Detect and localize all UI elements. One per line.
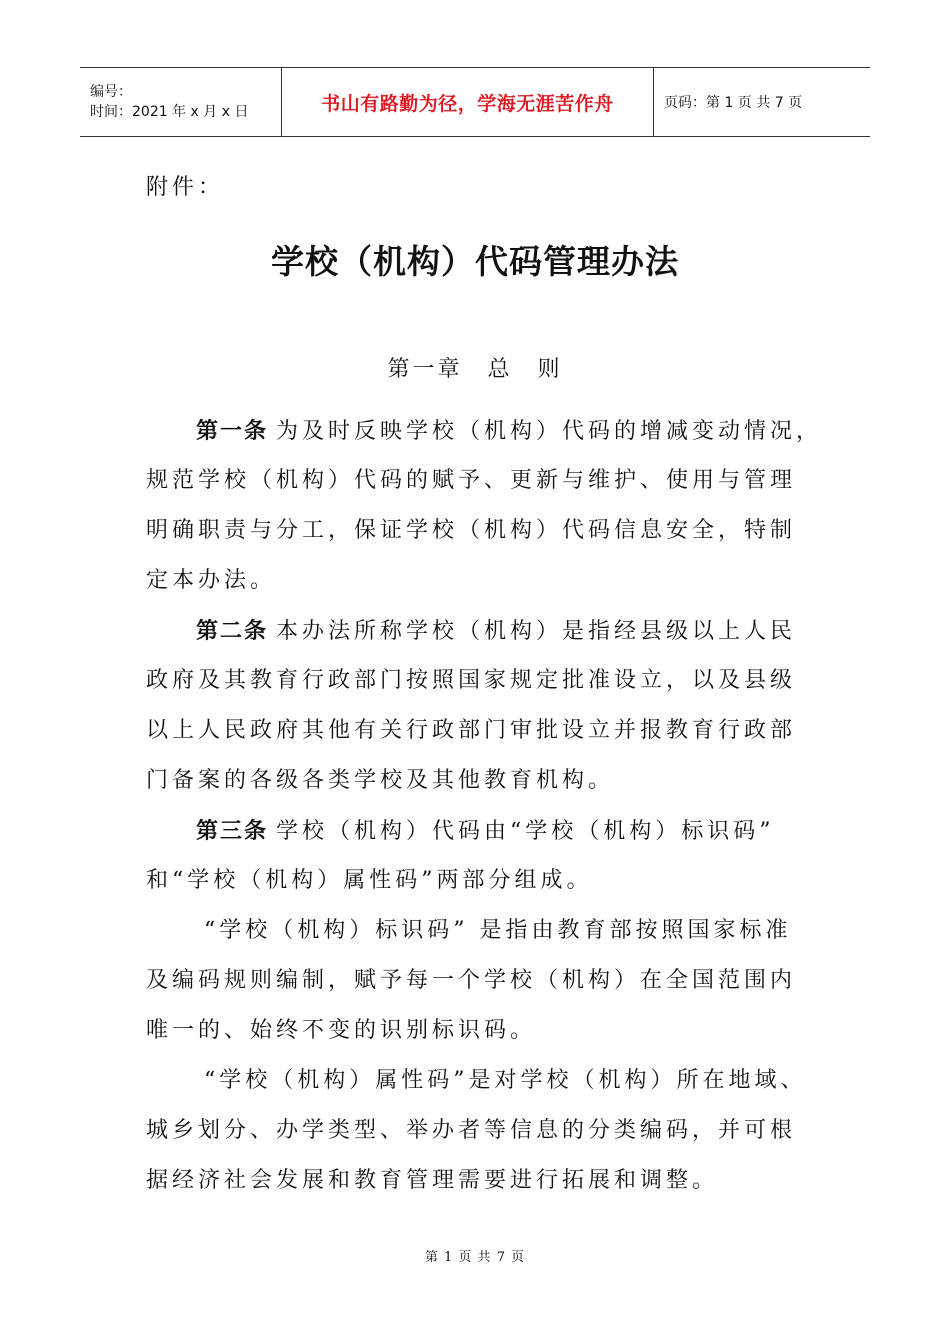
article-1-line: 第一条 为及时反映学校（机构）代码的增减变动情况，: [196, 418, 823, 444]
page-footer: 第 1 页 共 7 页: [424, 1250, 526, 1265]
paragraph-attribute-code: 城乡划分、办学类型、举办者等信息的分类编码，并可根: [146, 1118, 797, 1143]
article-3-line: 第三条 学校（机构）代码由“学校（机构）标识码”: [196, 818, 775, 844]
article-3-line: 和“学校（机构）属性码”两部分组成。: [146, 868, 593, 893]
article-2-line: 政府及其教育行政部门按照国家规定批准设立，以及县级: [146, 668, 797, 693]
header-motto-cell: [282, 68, 654, 136]
attachment-label: 附件：: [146, 175, 225, 200]
paragraph-identifier-code: 及编码规则编制，赋予每一个学校（机构）在全国范围内: [146, 968, 797, 993]
article-2-line: 以上人民政府其他有关行政部门审批设立并报教育行政部: [146, 718, 797, 743]
article-2-line: 门备案的各级各类学校及其他教育机构。: [146, 768, 615, 793]
header-date: 时间：2021 年 x 月 x 日: [90, 104, 249, 120]
article-1-line: 规范学校（机构）代码的赋予、更新与维护、使用与管理: [146, 468, 797, 493]
article-2-line: 第二条 本办法所称学校（机构）是指经县级以上人民: [196, 618, 797, 644]
article-3-label: 第三条: [196, 818, 269, 844]
article-1-line: 明确职责与分工，保证学校（机构）代码信息安全，特制: [146, 518, 797, 543]
article-2-label: 第二条: [196, 618, 269, 644]
article-1-label: 第一条: [196, 418, 269, 444]
page-header: [80, 67, 870, 137]
paragraph-identifier-code: “学校（机构）标识码” 是指由教育部按照国家标准: [204, 918, 792, 943]
article-1-line: 定本办法。: [146, 568, 277, 593]
chapter-heading: 第一章 总 则: [387, 357, 563, 382]
header-page-number: 页码：第 1 页 共 7 页: [664, 95, 803, 111]
paragraph-attribute-code: 据经济社会发展和教育管理需要进行拓展和调整。: [146, 1168, 719, 1193]
header-number: 编号：: [90, 84, 132, 100]
header-meta: [80, 68, 282, 136]
header-page-cell: [654, 68, 870, 136]
document-title: 学校（机构）代码管理办法: [271, 242, 679, 281]
document-body: [146, 406, 836, 1206]
paragraph-attribute-code: “学校（机构）属性码”是对学校（机构）所在地域、: [204, 1068, 807, 1093]
header-motto: 书山有路勤为径，学海无涯苦作舟: [321, 92, 614, 115]
paragraph-identifier-code: 唯一的、始终不变的识别标识码。: [146, 1018, 537, 1043]
